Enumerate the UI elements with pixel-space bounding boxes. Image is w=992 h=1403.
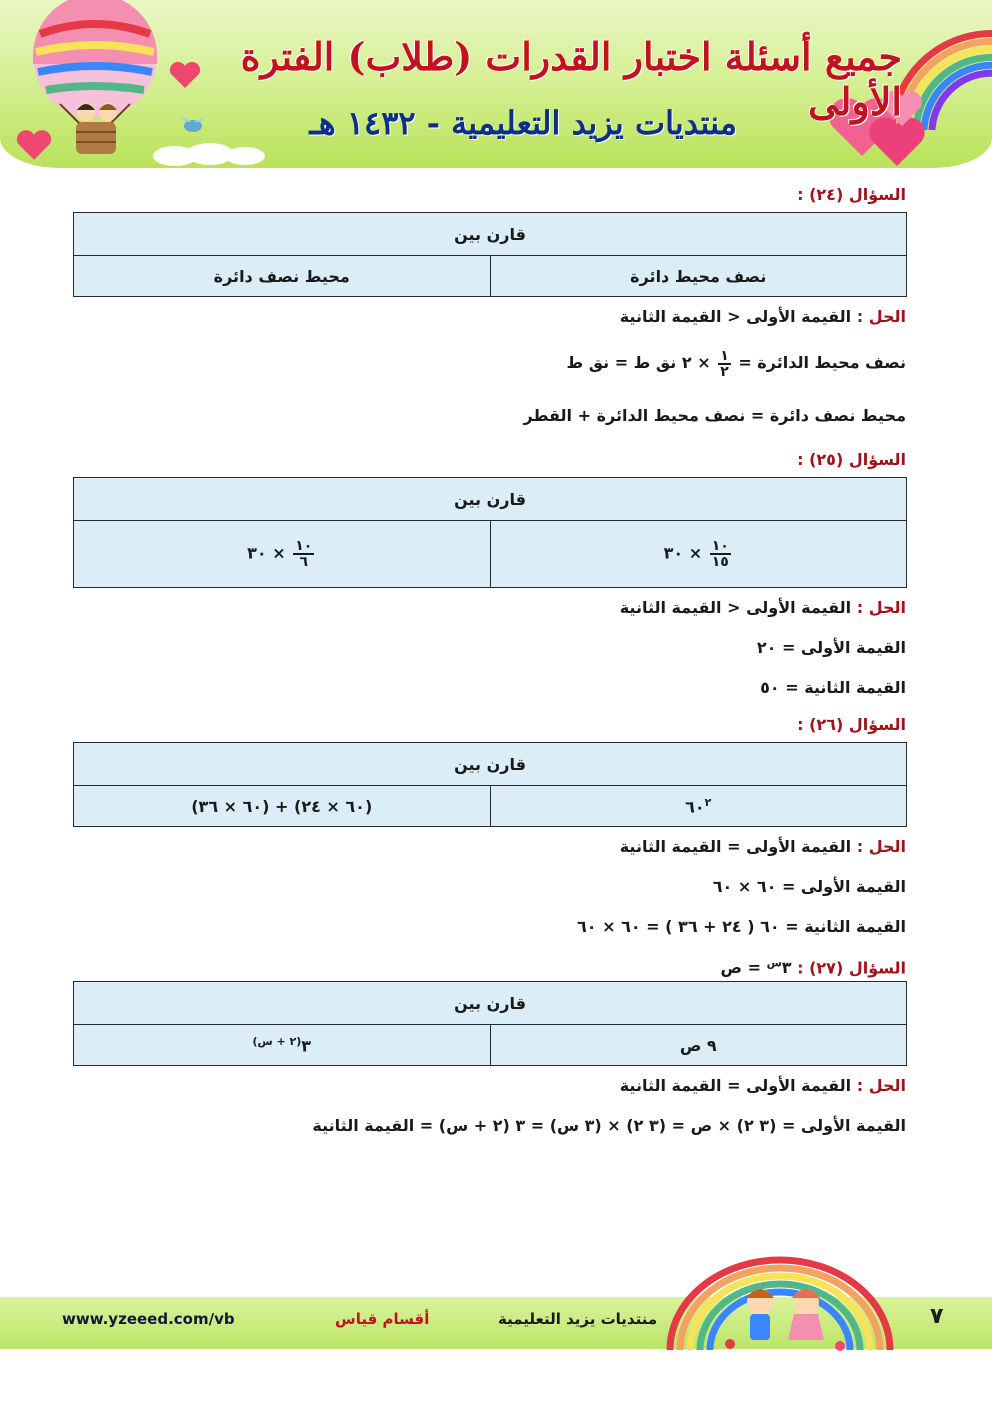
footer-url[interactable]: www.yzeeed.com/vb (62, 1310, 235, 1328)
explanation-text: × ٢ نق ط = نق ط (566, 353, 711, 372)
table-cell-second-value: محيط نصف دائرة (74, 256, 491, 297)
solution-text: القيمة الأولى < القيمة الثانية (619, 307, 852, 326)
table-cell-first-value: نصف محيط دائرة (490, 256, 907, 297)
table-header: قارن بين (74, 478, 907, 521)
solution-line (74, 1066, 906, 1106)
fraction-denominator: ٢ (720, 363, 729, 380)
fraction-numerator: ١ (720, 347, 729, 364)
comparison-table (73, 212, 907, 297)
footer-site-name: منتديات يزيد التعليمية (498, 1310, 658, 1328)
base-text: ٦٠ (685, 797, 705, 817)
explanation-line: القيمة الأولى = ٢٠ (756, 638, 906, 657)
base-text: ٣ (781, 958, 792, 978)
solution-line (74, 297, 906, 337)
solution-text: القيمة الأولى = القيمة الثانية (619, 1076, 852, 1095)
explanation-line: القيمة الثانية = ٥٠ (760, 678, 906, 697)
cloud-icon (150, 138, 270, 168)
comparison-table (73, 477, 907, 588)
question-heading: السؤال (٢٦) : (797, 715, 906, 734)
footer-section-link[interactable]: أقسام قياس (335, 1310, 430, 1328)
solution-label: الحل : (856, 837, 906, 856)
page-title: جميع أسئلة اختبار القدرات (طلاب) الفترة الأولى (240, 34, 902, 124)
heart-icon (14, 128, 54, 162)
page-number: ٧ (930, 1304, 944, 1329)
table-header: قارن بين (74, 982, 907, 1025)
solution-line (74, 827, 906, 867)
explanation-line: القيمة الأولى = ٦٠ × ٦٠ (712, 877, 906, 896)
fraction (718, 349, 731, 379)
page-subtitle: منتديات يزيد التعليمية - ١٤٣٢ هـ (309, 104, 737, 142)
table-header: قارن بين (74, 213, 907, 256)
multiplier-text: × ٣٠ (247, 543, 286, 563)
children-rainbow-icon (660, 1240, 900, 1360)
solution-line (74, 588, 906, 628)
table-cell-second-value (74, 521, 491, 588)
exponent-text: ٢ (704, 795, 712, 809)
fraction (710, 539, 731, 569)
table-cell-first-value: ٩ ص (490, 1025, 907, 1066)
table-header: قارن بين (74, 743, 907, 786)
question-heading: السؤال (٢٤) : (797, 185, 906, 204)
solution-label: الحل : (856, 1076, 906, 1095)
table-cell-first-value (490, 786, 907, 827)
comparison-table (73, 742, 907, 827)
question-condition (721, 958, 792, 977)
fraction-denominator: ١٥ (711, 554, 729, 570)
fraction (293, 539, 314, 569)
page-header (0, 0, 992, 168)
explanation-line: القيمة الأولى = (٣ ٢) × ص = (٣ ٢) × (٣ س) = ٣ (٢ + س) = القيمة الثانية (312, 1116, 906, 1135)
table-cell-second-value (74, 1025, 491, 1066)
question-heading-text: السؤال (٢٧) : (797, 958, 906, 978)
fraction-numerator: ١٠ (295, 538, 313, 554)
solution-label: الحل : (856, 307, 906, 326)
document-body (74, 178, 906, 1146)
table-cell-second-value: (٦٠ × ٢٤) + (٦٠ × ٣٦) (74, 786, 491, 827)
comparison-table (73, 981, 907, 1066)
solution-text: القيمة الأولى = القيمة الثانية (619, 837, 852, 856)
fraction-numerator: ١٠ (711, 538, 729, 554)
solution-label: الحل : (856, 598, 906, 617)
multiplier-text: × ٣٠ (663, 543, 703, 563)
exponent-text: س (766, 957, 782, 970)
exponent-text: (٢ + س) (252, 1034, 302, 1048)
condition-tail: = ص (720, 958, 762, 978)
table-cell-first-value (490, 521, 907, 588)
question-heading: السؤال (٢٥) : (797, 450, 906, 469)
solution-text: القيمة الأولى < القيمة الثانية (619, 598, 852, 617)
explanation-line (74, 337, 906, 389)
fraction-denominator: ٦ (299, 554, 309, 570)
explanation-line: محيط نصف دائرة = نصف محيط الدائرة + القطر (523, 406, 906, 425)
explanation-text: نصف محيط الدائرة = (738, 353, 906, 372)
base-text: ٣ (301, 1036, 312, 1056)
question-heading (74, 947, 906, 981)
explanation-line: القيمة الثانية = ٦٠ ( ٢٤ + ٣٦ ) = ٦٠ × ٦٠ (577, 917, 906, 936)
